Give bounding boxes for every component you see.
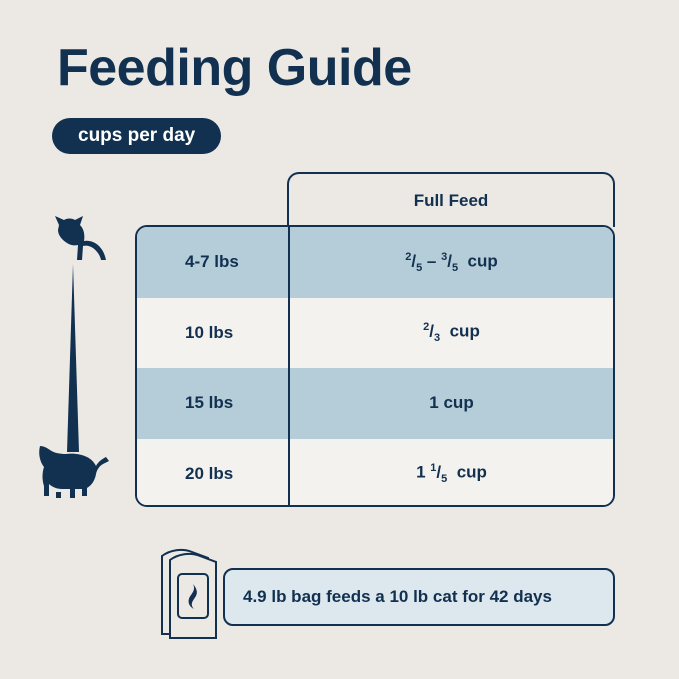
cell-amount: 1 cup [288,368,613,439]
cell-weight: 10 lbs [185,322,234,342]
subtitle-pill [52,118,221,154]
cat-walking-icon [36,440,110,498]
table-column-header [287,172,615,227]
cell-weight: 15 lbs [185,393,234,413]
bag-callout-label: 4.9 lb bag feeds a 10 lb cat for 42 days [243,587,552,606]
column-header-label: Full Feed [413,190,489,210]
cat-sitting-icon [45,215,107,261]
cat-tail-wedge [62,264,84,454]
table-row [137,298,613,369]
cell-amount: $^2/_3$ cup [288,298,613,369]
cell-amount: $^2/_5 - ^3/_5$ cup [288,227,613,298]
feeding-table [135,225,615,507]
bag-callout [223,568,615,626]
food-bag-icon [148,544,240,640]
table-row [137,368,613,439]
page-title: Feeding Guide [57,39,412,97]
cell-weight: 20 lbs [185,463,234,483]
table-row [137,439,613,508]
subtitle-pill-label: cups per day [78,125,196,146]
table-row [137,227,613,298]
cell-weight: 4-7 lbs [185,252,239,272]
cell-amount: 1 $^1/_5$ cup [288,439,613,508]
